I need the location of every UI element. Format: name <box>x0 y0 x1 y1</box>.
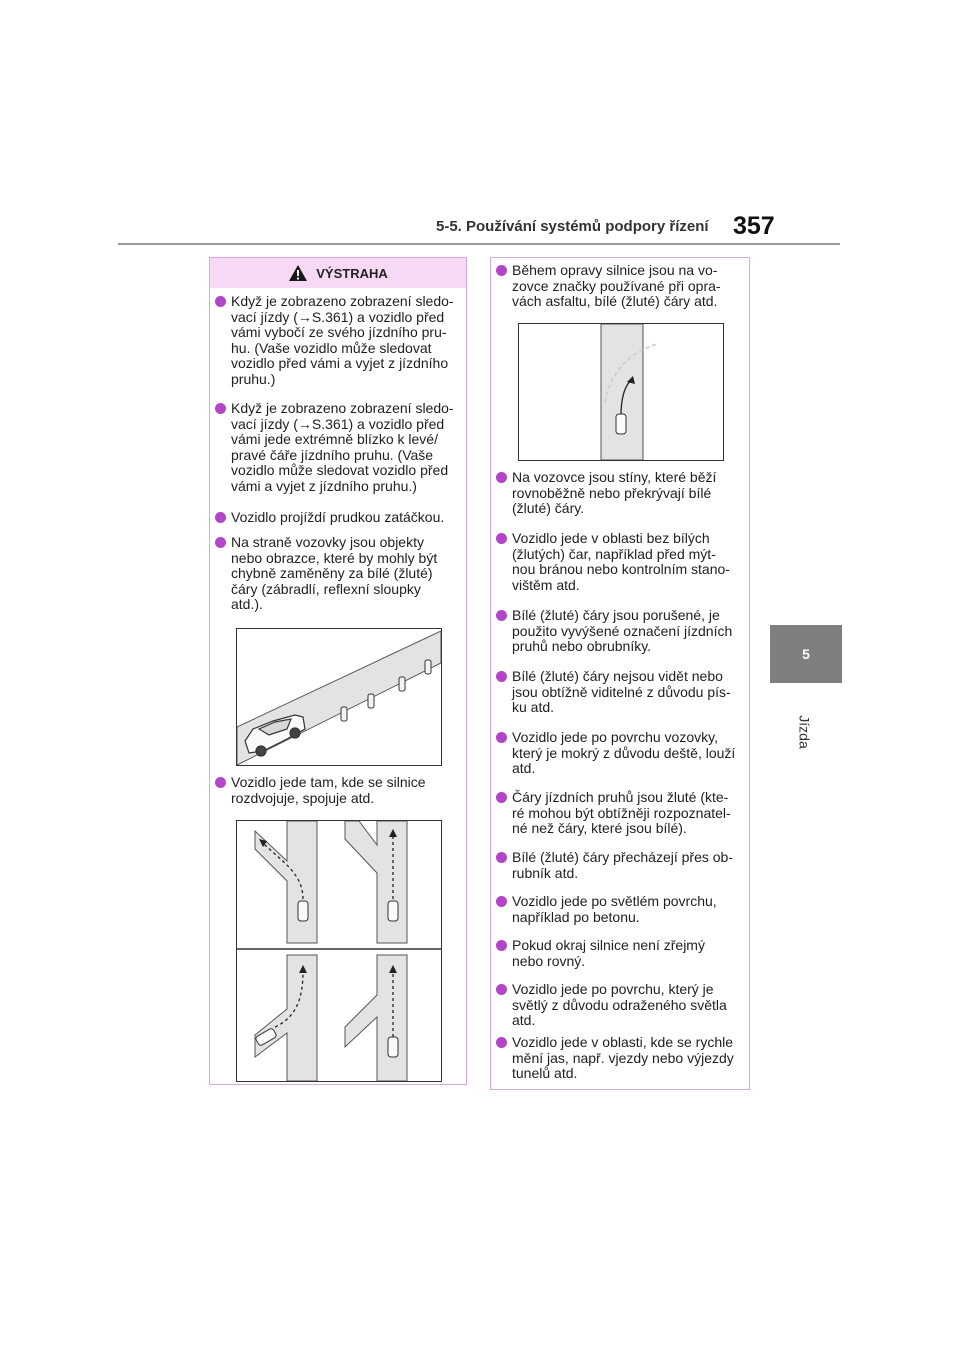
bullet-dot-icon <box>496 671 507 682</box>
warning-bullet <box>496 263 760 310</box>
warning-bullet <box>215 775 477 806</box>
continued-warning-box <box>490 257 750 1090</box>
warning-bullet-text: Bílé (žluté) čáry nejsou vidět nebo jsou obtížně viditelné z důvodu pís- ku atd. <box>512 668 731 715</box>
bullet-dot-icon <box>496 472 507 483</box>
warning-bullet <box>496 894 760 925</box>
warning-bullet <box>496 470 760 517</box>
bullet-dot-icon <box>496 940 507 951</box>
warning-bullet <box>496 669 760 716</box>
roadside-posts-illustration <box>236 628 442 766</box>
bullet-dot-icon <box>496 852 507 863</box>
warning-box <box>209 257 467 1085</box>
bullet-dot-icon <box>496 984 507 995</box>
warning-triangle-icon <box>288 264 308 282</box>
bullet-dot-icon <box>215 777 226 788</box>
warning-bullet <box>215 401 477 494</box>
header-divider <box>118 243 840 245</box>
warning-bullet <box>215 510 477 526</box>
warning-bullet <box>496 730 760 777</box>
warning-title: VÝSTRAHA <box>316 265 388 281</box>
section-title: 5-5. Používání systémů podpory řízení <box>436 218 709 235</box>
road-split-merge-illustration <box>236 820 442 1082</box>
bullet-dot-icon <box>215 512 226 523</box>
warning-bullet-text: Na vozovce jsou stíny, které běží rovnoběžně nebo překrývají bílé (žluté) čáry. <box>512 469 717 516</box>
bullet-dot-icon <box>496 533 507 544</box>
warning-bullet-text: Čáry jízdních pruhů jsou žluté (kte- ré mohou být obtížněji rozpoznatel- né než čáry, které jsou bílé). <box>512 789 731 836</box>
warning-bullet-text: Vozidlo projíždí prudkou zatáčkou. <box>231 509 445 525</box>
warning-bullet-text: Vozidlo jede po světlém povrchu, například po betonu. <box>512 893 717 925</box>
warning-header <box>210 258 466 288</box>
warning-bullet <box>496 1035 760 1082</box>
bullet-dot-icon <box>496 732 507 743</box>
warning-bullet <box>496 938 760 969</box>
bullet-dot-icon <box>215 537 226 548</box>
warning-bullet-text: Pokud okraj silnice není zřejmý nebo rovný. <box>512 937 705 969</box>
warning-bullet-text: Na straně vozovky jsou objekty nebo obrazce, které by mohly být chybně zaměněny za bílé (žluté) čáry (zábradlí, reflexní sloupky atd.). <box>231 534 438 612</box>
chapter-label <box>780 702 830 762</box>
warning-bullet <box>496 790 760 837</box>
bullet-dot-icon <box>496 610 507 621</box>
chapter-label-text: Jízda <box>797 715 813 749</box>
road-repair-illustration <box>518 323 724 461</box>
bullet-dot-icon <box>215 403 226 414</box>
chapter-tab[interactable] <box>770 625 842 683</box>
warning-bullet <box>215 294 477 387</box>
chapter-number: 5 <box>802 646 810 662</box>
bullet-dot-icon <box>496 1037 507 1048</box>
warning-bullet-text: Bílé (žluté) čáry jsou porušené, je použito vyvýšené označení jízdních pruhů nebo obrubníky. <box>512 607 733 654</box>
warning-bullet-text: Bílé (žluté) čáry přecházejí přes ob- rubník atd. <box>512 849 733 881</box>
warning-bullet <box>496 850 760 881</box>
warning-bullet-text: Když je zobrazeno zobrazení sledo- vací jízdy (→S.361) a vozidlo před vámi jede extrémně blízko k levé/ pravé čáře jízdního pruhu. (Vaše vozidlo může sledovat vozidlo před vámi a vyjet z jízdního pruhu.) <box>231 400 454 494</box>
warning-bullet-text: Vozidlo jede v oblasti, kde se rychle mění jas, např. vjezdy nebo výjezdy tunelů atd. <box>512 1034 734 1081</box>
warning-bullet <box>496 531 760 593</box>
warning-bullet-text: Vozidlo jede v oblasti bez bílých (žlutých) čar, například před mýt- nou bránou nebo kontrolním stano- vištěm atd. <box>512 530 730 593</box>
warning-bullet-text: Vozidlo jede po povrchu, který je světlý z důvodu odraženého světla atd. <box>512 981 727 1028</box>
warning-bullet-text: Během opravy silnice jsou na vo- zovce značky používané při opra- vách asfaltu, bílé (žluté) čáry atd. <box>512 262 721 309</box>
warning-bullet <box>496 608 760 655</box>
warning-bullet-text: Vozidlo jede po povrchu vozovky, který je mokrý z důvodu deště, louží atd. <box>512 729 736 776</box>
warning-bullet-text: Vozidlo jede tam, kde se silnice rozdvojuje, spojuje atd. <box>231 774 426 806</box>
bullet-dot-icon <box>496 896 507 907</box>
bullet-dot-icon <box>496 792 507 803</box>
warning-bullet <box>496 982 760 1029</box>
bullet-dot-icon <box>496 265 507 276</box>
warning-bullet <box>215 535 477 613</box>
bullet-dot-icon <box>215 296 226 307</box>
page-number: 357 <box>733 212 775 240</box>
warning-bullet-text: Když je zobrazeno zobrazení sledo- vací jízdy (→S.361) a vozidlo před vámi vybočí ze svého jízdního pru- hu. (Vaše vozidlo může sledovat vozidlo před vámi a vyjet z jízdního pruhu.) <box>231 293 454 387</box>
